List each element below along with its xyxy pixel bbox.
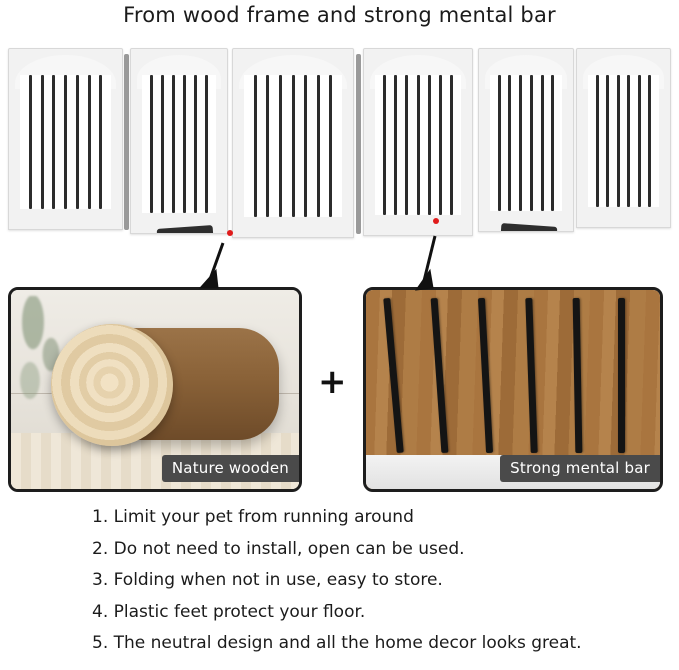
metal-bar <box>573 298 583 453</box>
callout-dot-wood <box>227 230 233 236</box>
gate-hinge <box>124 54 129 230</box>
arrow-head-wood <box>200 270 218 288</box>
metal-bar <box>541 75 544 211</box>
metal-bar <box>428 75 431 215</box>
panel-bars-area <box>375 75 461 215</box>
gate-panel-3 <box>232 48 354 238</box>
metal-bar <box>596 75 599 207</box>
gate-panel-1 <box>8 48 123 230</box>
list-item: 1. Limit your pet from running around <box>92 507 414 527</box>
metal-bar <box>172 75 175 213</box>
metal-bar <box>292 75 295 217</box>
metal-bar <box>41 75 44 209</box>
metal-bar <box>405 75 408 215</box>
metal-bar <box>551 75 554 211</box>
gate-panel-6 <box>576 48 671 228</box>
list-item: 2. Do not need to install, open can be used. <box>92 538 465 559</box>
plus-symbol: + <box>318 362 347 402</box>
metal-bar <box>530 75 533 211</box>
metal-bar <box>648 75 651 207</box>
metal-bar <box>525 298 537 453</box>
panel-bars-area <box>588 75 659 207</box>
metal-bar <box>99 75 102 209</box>
metal-bar <box>205 75 208 213</box>
metal-bar <box>161 75 164 213</box>
bar-group <box>588 75 659 207</box>
metal-bar <box>439 75 442 215</box>
metal-bar <box>417 75 420 215</box>
caption-strong-metal-bar: Strong mental bar <box>500 455 660 482</box>
metal-bar <box>150 75 153 213</box>
metal-bar <box>508 75 511 211</box>
metal-bar <box>76 75 79 209</box>
panel-bars-area <box>244 75 342 217</box>
metal-bar <box>431 298 449 453</box>
metal-bar <box>29 75 32 209</box>
callout-dot-metal <box>433 218 439 224</box>
panel-bars-area <box>20 75 111 209</box>
bar-group <box>490 75 562 211</box>
metal-bar <box>519 75 522 211</box>
metal-bar <box>394 75 397 215</box>
metal-bar <box>88 75 91 209</box>
metal-bar <box>617 75 620 207</box>
gate-center-hinge <box>356 54 361 234</box>
bar-group <box>244 75 342 217</box>
panel-bars-area <box>490 75 562 211</box>
plastic-foot <box>501 223 558 232</box>
gate-panel-4 <box>363 48 473 236</box>
bar-group <box>142 75 216 213</box>
metal-bar <box>329 75 332 217</box>
gate-panel-5 <box>478 48 574 232</box>
metal-bar <box>64 75 67 209</box>
metal-bar <box>618 298 625 453</box>
panel-bars-area <box>142 75 216 213</box>
bar-group <box>375 75 461 215</box>
list-item: 3. Folding when not in use, easy to store. <box>92 570 443 591</box>
metal-bar <box>183 75 186 213</box>
wood-log-photo <box>8 287 302 492</box>
log-rings <box>51 324 173 446</box>
metal-bar <box>317 75 320 217</box>
caption-nature-wooden: Nature wooden <box>162 455 299 482</box>
metal-bar <box>450 75 453 215</box>
page-title: From wood frame and strong mental bar <box>123 3 556 27</box>
list-item: 4. Plastic feet protect your floor. <box>92 601 366 622</box>
list-item: 5. The neutral design and all the home decor looks great. <box>92 633 582 654</box>
metal-bar <box>194 75 197 213</box>
material-photos <box>0 287 679 497</box>
metal-bar <box>627 75 630 207</box>
metal-bar <box>478 298 493 453</box>
metal-bar <box>383 298 403 453</box>
metal-bar <box>254 75 257 217</box>
metal-bar <box>279 75 282 217</box>
bar-group <box>20 75 111 209</box>
metal-bar-photo <box>363 287 663 492</box>
feature-list <box>92 508 672 666</box>
metal-bar <box>383 75 386 215</box>
metal-bar <box>498 75 501 211</box>
pet-gate-photo <box>8 48 671 258</box>
gate-panel-2 <box>130 48 228 234</box>
metal-bar <box>606 75 609 207</box>
metal-bar <box>638 75 641 207</box>
plastic-foot <box>157 225 214 234</box>
metal-bar <box>52 75 55 209</box>
metal-bar <box>304 75 307 217</box>
metal-bar <box>266 75 269 217</box>
